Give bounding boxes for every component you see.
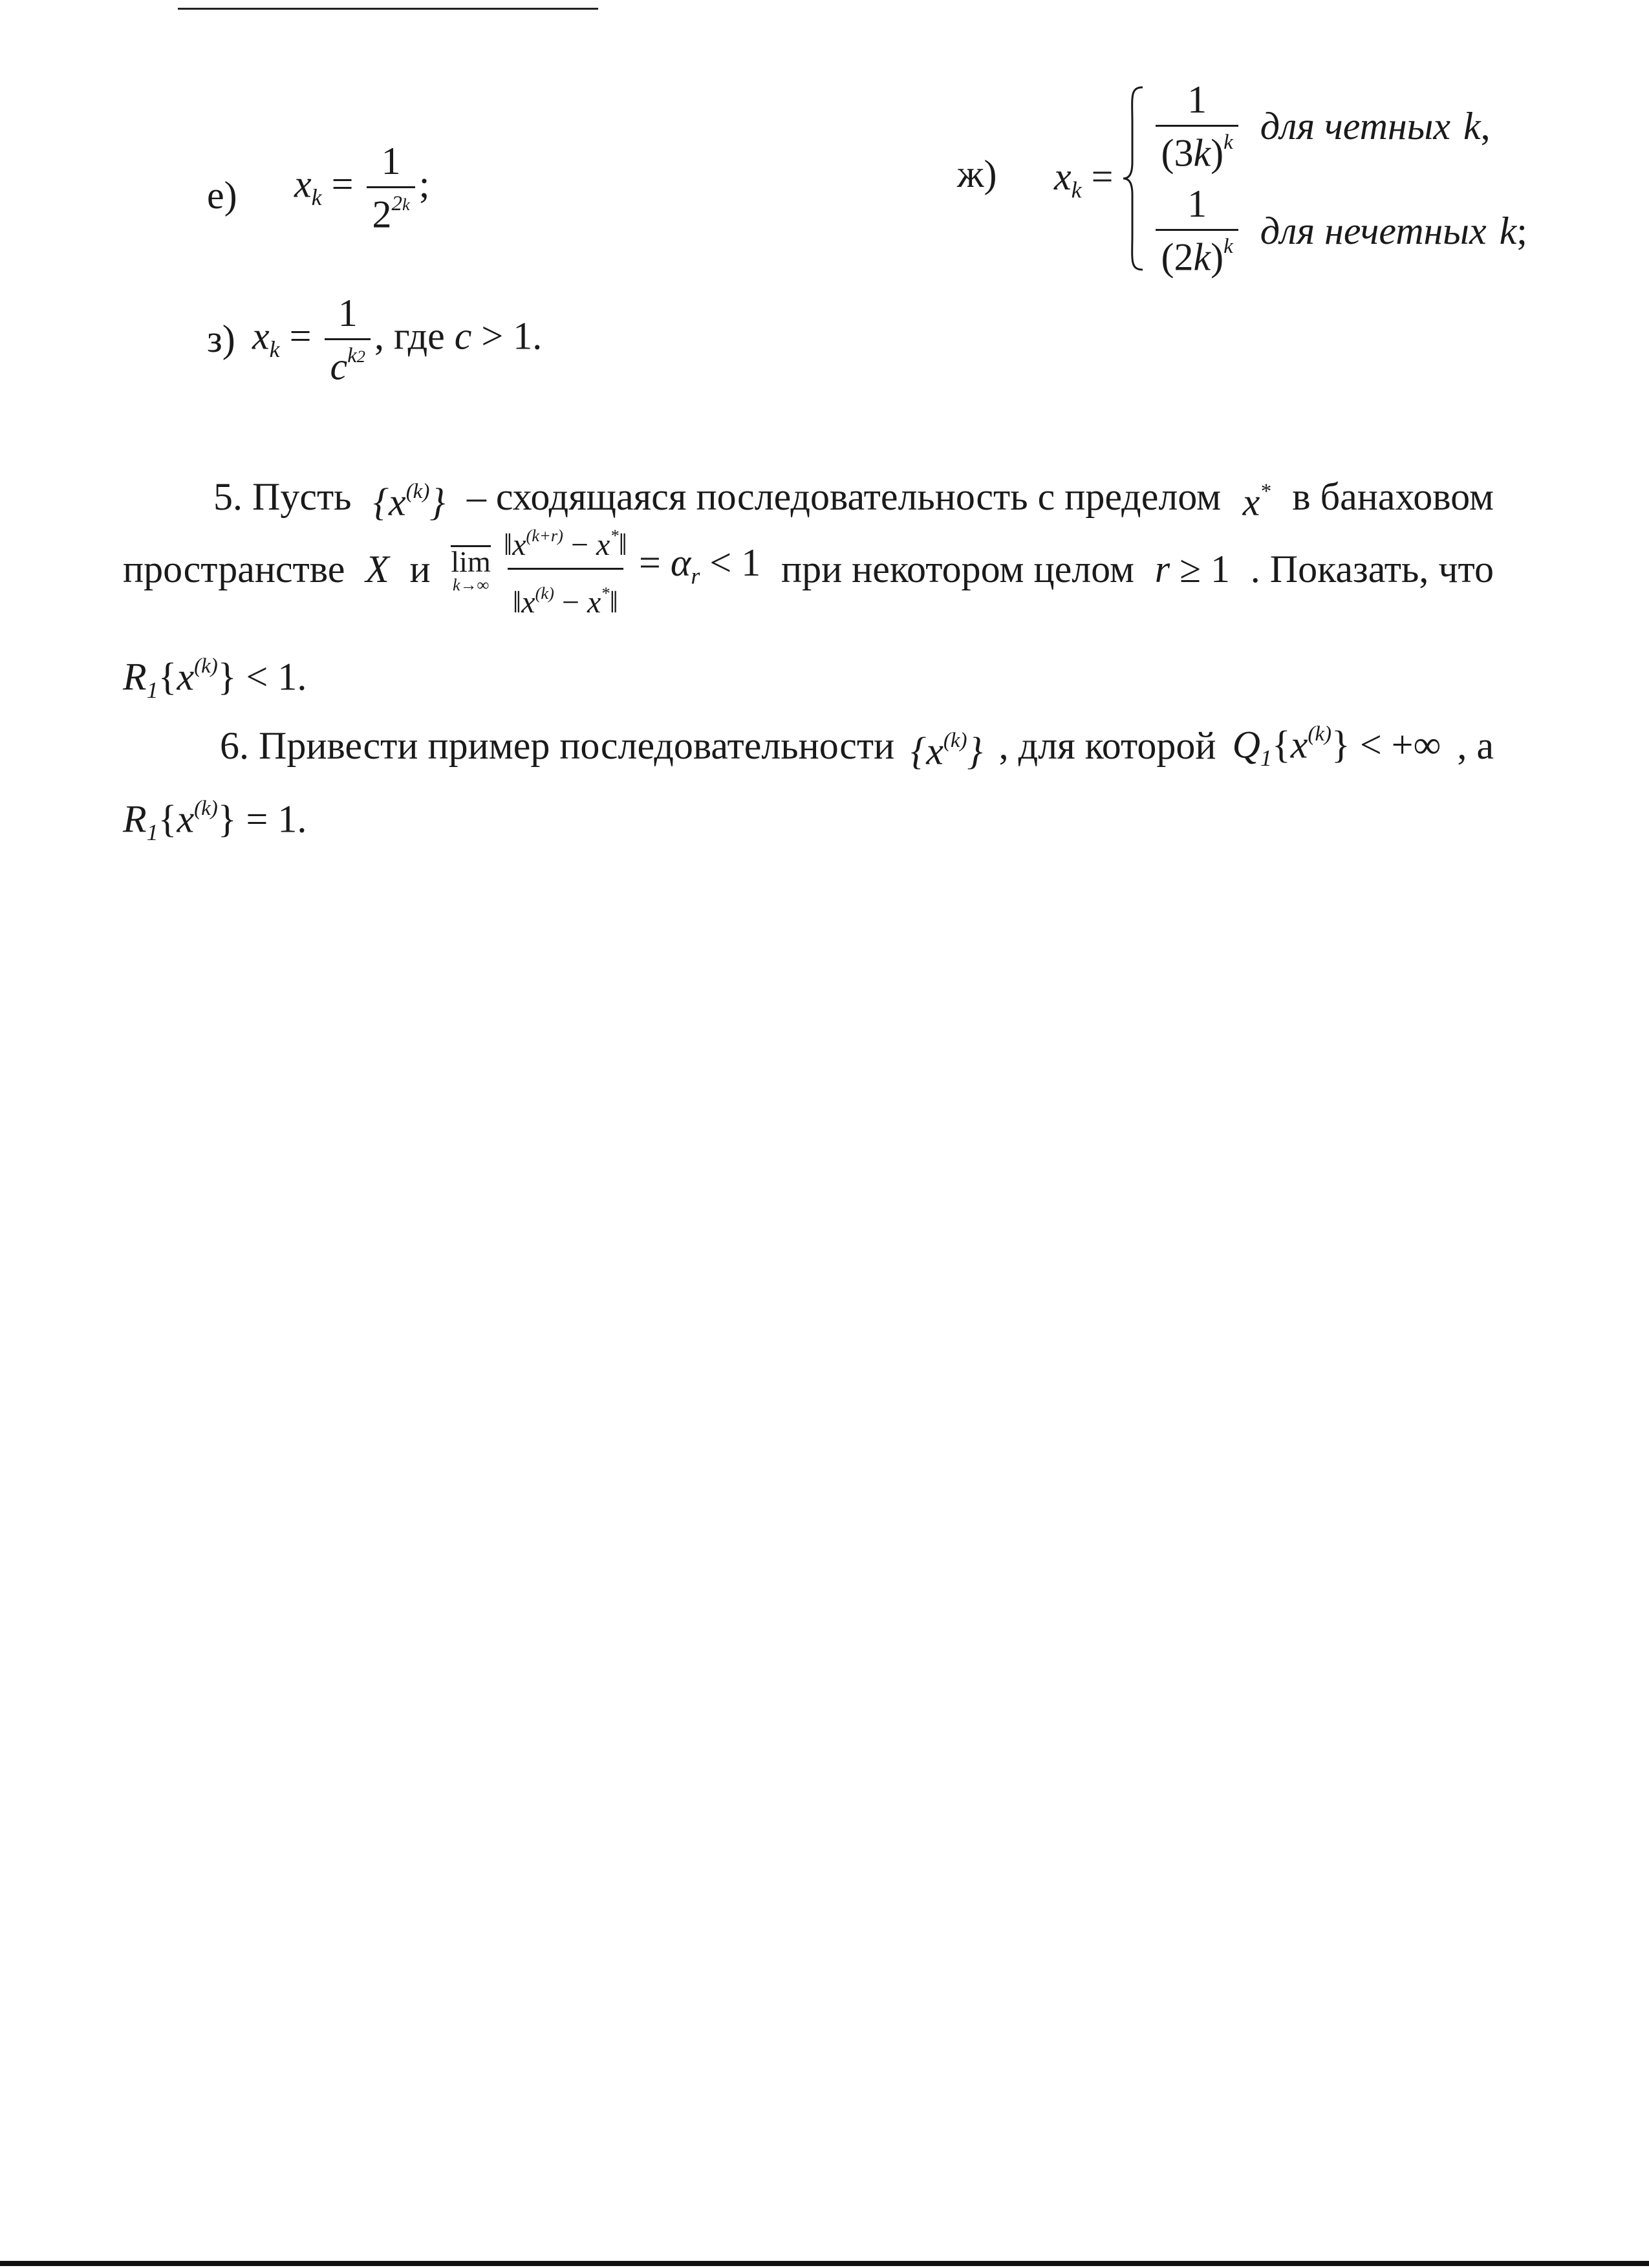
p6-line2: $R_1\{x^{(k)}\} = 1$.: [123, 797, 307, 845]
odd-text: для нечетных: [1260, 209, 1487, 252]
limit-expression: lim k→∞ $\frac{‖x^{(k+r)} - x^*‖}{‖x^{(k)} - x^*‖}$ = $\alpha_r < 1$: [451, 516, 760, 621]
formula-e: $x_k$ = $\frac{1}{2^{2k}}$ ;: [294, 140, 430, 236]
p5-line2: пространстве X и lim k→∞ $\frac{‖x^{(k+r)} - x^*‖}{‖x^{(k)} - x^*‖}$ = $\alpha_r < 1$ при некотором целом r ≥ 1 . Показать, что: [123, 511, 1494, 627]
p5-line1-mid: – сходящаяся последовательность с пределом: [466, 475, 1222, 519]
item-e-label: е): [207, 174, 237, 217]
p5-line2-mid: при некотором целом: [781, 548, 1134, 590]
p6-line1-end: , а: [1457, 724, 1494, 768]
p6-line1-mid: , для которой: [998, 724, 1216, 768]
p5-line1-start: 5. Пусть: [213, 475, 352, 519]
formula-zh: $x_k$ = $\frac{1}{(3k)^k}$ для четных k , $\frac{1}{(2k)^k}$ для нечетных k ;: [1054, 78, 1527, 279]
where-text: , где: [374, 314, 445, 358]
p5-line2-and: и: [409, 548, 431, 590]
even-text: для четных: [1260, 105, 1450, 148]
p5-line2-end: . Показать, что: [1250, 548, 1494, 590]
p6-line1-start: 6. Привести пример последовательности: [220, 724, 895, 768]
p6-line1: 6. Привести пример последовательности $\{x^{(k)}\}$ , для которой $Q_1\{x^{(k)}\}$ < +∞ , а: [220, 722, 1494, 773]
p5-line3: $R_1\{x^{(k)}\} < 1$.: [123, 654, 307, 703]
item-z-label: з): [207, 318, 235, 360]
item-zh-label: ж): [957, 153, 997, 195]
top-rule: [178, 8, 598, 10]
p5-line1: 5. Пусть $\{x^{(k)}\}$ – сходящаяся последовательность с пределом x* в банаховом: [213, 475, 1494, 524]
p5-line1-end: в банаховом: [1292, 475, 1494, 519]
formula-z: $x_k$ = $\frac{1}{c^{k2}}$ , где c > 1.: [252, 292, 543, 388]
brace-icon: [1121, 85, 1147, 272]
bottom-rule: [0, 2261, 1649, 2266]
p5-line2-start: пространстве: [123, 548, 345, 590]
